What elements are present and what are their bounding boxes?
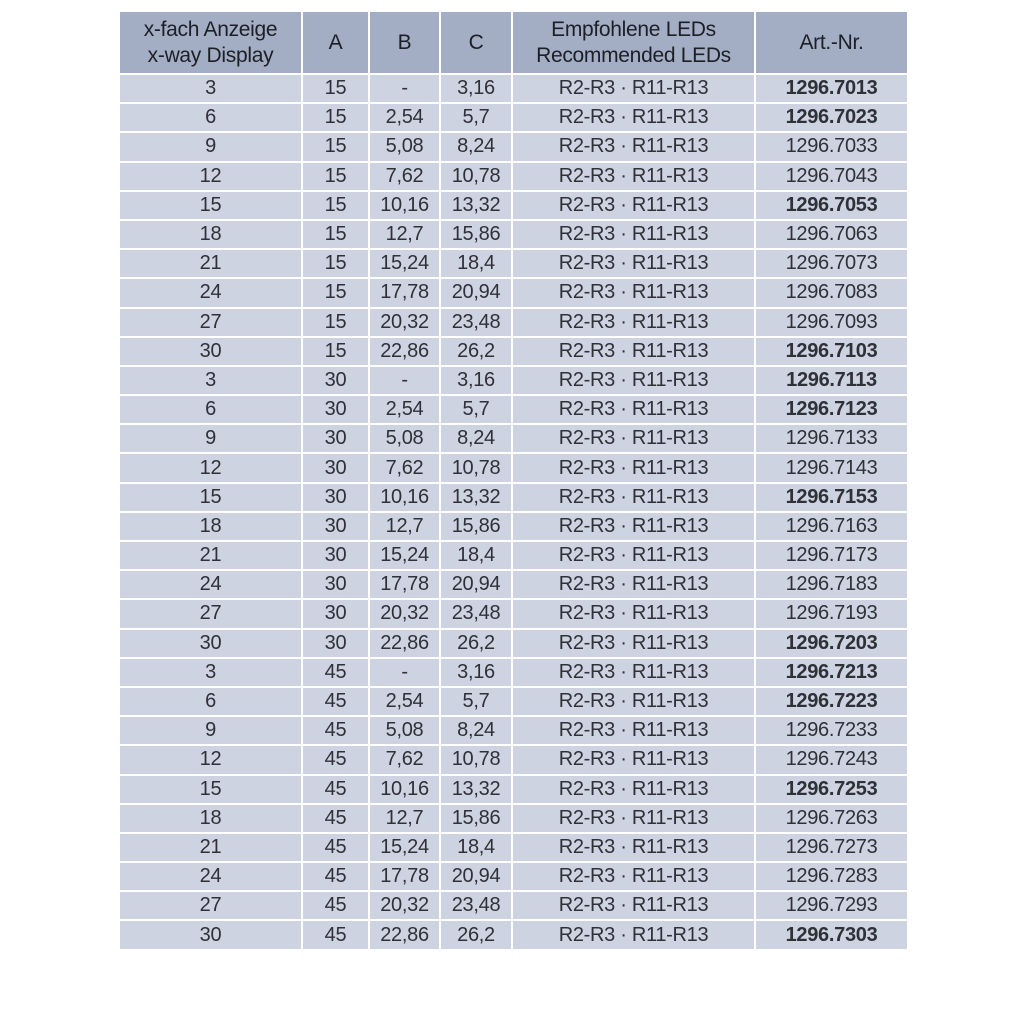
- cell-art: 1296.7273: [755, 833, 908, 862]
- cell-b: 20,32: [369, 308, 440, 337]
- cell-c: 23,48: [440, 891, 512, 920]
- cell-b: 20,32: [369, 891, 440, 920]
- cell-display: 9: [119, 716, 302, 745]
- cell-c: 13,32: [440, 191, 512, 220]
- cell-a: 15: [302, 249, 369, 278]
- cell-c: 10,78: [440, 453, 512, 482]
- table-row: [119, 599, 908, 628]
- cell-art: 1296.7183: [755, 570, 908, 599]
- cell-a: 15: [302, 220, 369, 249]
- cell-art: 1296.7023: [755, 103, 908, 132]
- cell-a: 45: [302, 687, 369, 716]
- cell-a: 45: [302, 891, 369, 920]
- cell-art: 1296.7163: [755, 512, 908, 541]
- cell-leds: R2-R3 · R11-R13: [512, 103, 755, 132]
- cell-leds: R2-R3 · R11-R13: [512, 278, 755, 307]
- table-row: [119, 804, 908, 833]
- header-art-nr: Art.-Nr.: [755, 11, 908, 74]
- cell-b: -: [369, 74, 440, 103]
- cell-a: 45: [302, 920, 369, 949]
- cell-a: 15: [302, 162, 369, 191]
- cell-leds: R2-R3 · R11-R13: [512, 745, 755, 774]
- header-leds: [512, 11, 755, 74]
- cell-leds: R2-R3 · R11-R13: [512, 833, 755, 862]
- product-spec-table-wrap: [118, 10, 907, 951]
- header-row: [119, 11, 908, 74]
- table-row: [119, 483, 908, 512]
- cell-art: 1296.7063: [755, 220, 908, 249]
- cell-display: 3: [119, 366, 302, 395]
- cell-art: 1296.7143: [755, 453, 908, 482]
- cell-b: -: [369, 658, 440, 687]
- cell-c: 13,32: [440, 775, 512, 804]
- cell-display: 24: [119, 278, 302, 307]
- cell-leds: R2-R3 · R11-R13: [512, 775, 755, 804]
- cell-leds: R2-R3 · R11-R13: [512, 599, 755, 628]
- cell-display: 18: [119, 804, 302, 833]
- cell-c: 3,16: [440, 74, 512, 103]
- table-row: [119, 424, 908, 453]
- cell-art: 1296.7283: [755, 862, 908, 891]
- cell-b: 5,08: [369, 424, 440, 453]
- cell-a: 15: [302, 191, 369, 220]
- cell-a: 30: [302, 570, 369, 599]
- cell-c: 3,16: [440, 366, 512, 395]
- cell-display: 12: [119, 453, 302, 482]
- table-row: [119, 191, 908, 220]
- cell-a: 45: [302, 716, 369, 745]
- cell-leds: R2-R3 · R11-R13: [512, 483, 755, 512]
- cell-display: 6: [119, 687, 302, 716]
- cell-b: 5,08: [369, 716, 440, 745]
- cell-b: 2,54: [369, 687, 440, 716]
- cell-b: 22,86: [369, 920, 440, 949]
- cell-art: 1296.7013: [755, 74, 908, 103]
- cell-a: 30: [302, 512, 369, 541]
- header-display-de: x-fach Anzeige: [143, 18, 278, 42]
- table-row: [119, 541, 908, 570]
- cell-a: 45: [302, 658, 369, 687]
- cell-leds: R2-R3 · R11-R13: [512, 804, 755, 833]
- cell-art: 1296.7053: [755, 191, 908, 220]
- header-display-en: x-way Display: [147, 43, 274, 67]
- table-row: [119, 775, 908, 804]
- table-row: [119, 103, 908, 132]
- cell-display: 12: [119, 745, 302, 774]
- cell-c: 26,2: [440, 337, 512, 366]
- cell-leds: R2-R3 · R11-R13: [512, 249, 755, 278]
- cell-a: 15: [302, 132, 369, 161]
- cell-b: 17,78: [369, 278, 440, 307]
- cell-c: 15,86: [440, 512, 512, 541]
- table-row: [119, 220, 908, 249]
- table-row: [119, 658, 908, 687]
- cell-leds: R2-R3 · R11-R13: [512, 629, 755, 658]
- cell-b: 5,08: [369, 132, 440, 161]
- cell-c: 8,24: [440, 716, 512, 745]
- cell-a: 45: [302, 862, 369, 891]
- cell-leds: R2-R3 · R11-R13: [512, 162, 755, 191]
- table-row: [119, 629, 908, 658]
- cell-art: 1296.7033: [755, 132, 908, 161]
- cell-art: 1296.7203: [755, 629, 908, 658]
- cell-c: 10,78: [440, 745, 512, 774]
- cell-leds: R2-R3 · R11-R13: [512, 687, 755, 716]
- table-header: [119, 11, 908, 74]
- table-row: [119, 716, 908, 745]
- cell-display: 9: [119, 424, 302, 453]
- cell-c: 3,16: [440, 658, 512, 687]
- cell-art: 1296.7263: [755, 804, 908, 833]
- cell-b: 2,54: [369, 395, 440, 424]
- cell-display: 15: [119, 483, 302, 512]
- table-row: [119, 891, 908, 920]
- cell-b: -: [369, 366, 440, 395]
- cell-a: 30: [302, 629, 369, 658]
- cell-a: 30: [302, 599, 369, 628]
- cell-display: 21: [119, 249, 302, 278]
- cell-art: 1296.7193: [755, 599, 908, 628]
- cell-b: 15,24: [369, 833, 440, 862]
- cell-display: 18: [119, 220, 302, 249]
- cell-display: 6: [119, 103, 302, 132]
- header-a: A: [302, 11, 369, 74]
- cell-leds: R2-R3 · R11-R13: [512, 74, 755, 103]
- table-body: [119, 74, 908, 950]
- table-row: [119, 249, 908, 278]
- cell-b: 15,24: [369, 541, 440, 570]
- cell-display: 30: [119, 920, 302, 949]
- cell-leds: R2-R3 · R11-R13: [512, 308, 755, 337]
- cell-a: 45: [302, 775, 369, 804]
- cell-b: 17,78: [369, 862, 440, 891]
- cell-leds: R2-R3 · R11-R13: [512, 424, 755, 453]
- cell-leds: R2-R3 · R11-R13: [512, 658, 755, 687]
- cell-a: 30: [302, 366, 369, 395]
- cell-leds: R2-R3 · R11-R13: [512, 337, 755, 366]
- cell-b: 7,62: [369, 453, 440, 482]
- cell-c: 18,4: [440, 833, 512, 862]
- cell-a: 30: [302, 395, 369, 424]
- cell-c: 8,24: [440, 132, 512, 161]
- cell-leds: R2-R3 · R11-R13: [512, 191, 755, 220]
- cell-a: 30: [302, 453, 369, 482]
- cell-art: 1296.7083: [755, 278, 908, 307]
- cell-c: 5,7: [440, 687, 512, 716]
- table-row: [119, 920, 908, 949]
- cell-art: 1296.7103: [755, 337, 908, 366]
- cell-art: 1296.7213: [755, 658, 908, 687]
- cell-display: 24: [119, 570, 302, 599]
- cell-b: 12,7: [369, 220, 440, 249]
- cell-c: 23,48: [440, 308, 512, 337]
- cell-a: 15: [302, 308, 369, 337]
- cell-b: 17,78: [369, 570, 440, 599]
- cell-leds: R2-R3 · R11-R13: [512, 541, 755, 570]
- cell-b: 15,24: [369, 249, 440, 278]
- product-spec-table: [118, 10, 909, 951]
- cell-c: 15,86: [440, 804, 512, 833]
- cell-leds: R2-R3 · R11-R13: [512, 132, 755, 161]
- cell-art: 1296.7223: [755, 687, 908, 716]
- table-row: [119, 687, 908, 716]
- cell-display: 24: [119, 862, 302, 891]
- cell-leds: R2-R3 · R11-R13: [512, 891, 755, 920]
- cell-c: 5,7: [440, 395, 512, 424]
- cell-display: 27: [119, 599, 302, 628]
- table-row: [119, 74, 908, 103]
- cell-leds: R2-R3 · R11-R13: [512, 395, 755, 424]
- cell-art: 1296.7043: [755, 162, 908, 191]
- cell-c: 15,86: [440, 220, 512, 249]
- cell-leds: R2-R3 · R11-R13: [512, 220, 755, 249]
- table-row: [119, 453, 908, 482]
- cell-a: 30: [302, 483, 369, 512]
- cell-c: 23,48: [440, 599, 512, 628]
- table-row: [119, 570, 908, 599]
- cell-art: 1296.7093: [755, 308, 908, 337]
- cell-c: 20,94: [440, 862, 512, 891]
- header-display: [119, 11, 302, 74]
- cell-b: 7,62: [369, 162, 440, 191]
- cell-leds: R2-R3 · R11-R13: [512, 862, 755, 891]
- cell-c: 18,4: [440, 541, 512, 570]
- header-b: B: [369, 11, 440, 74]
- cell-display: 15: [119, 775, 302, 804]
- cell-leds: R2-R3 · R11-R13: [512, 570, 755, 599]
- cell-art: 1296.7073: [755, 249, 908, 278]
- cell-display: 30: [119, 337, 302, 366]
- header-leds-de: Empfohlene LEDs: [551, 18, 716, 42]
- cell-a: 30: [302, 424, 369, 453]
- cell-display: 21: [119, 833, 302, 862]
- cell-art: 1296.7243: [755, 745, 908, 774]
- cell-art: 1296.7123: [755, 395, 908, 424]
- cell-a: 15: [302, 337, 369, 366]
- cell-art: 1296.7293: [755, 891, 908, 920]
- cell-display: 6: [119, 395, 302, 424]
- cell-a: 45: [302, 804, 369, 833]
- cell-b: 10,16: [369, 775, 440, 804]
- cell-art: 1296.7303: [755, 920, 908, 949]
- cell-display: 3: [119, 74, 302, 103]
- cell-c: 26,2: [440, 920, 512, 949]
- cell-art: 1296.7233: [755, 716, 908, 745]
- cell-c: 26,2: [440, 629, 512, 658]
- cell-leds: R2-R3 · R11-R13: [512, 366, 755, 395]
- cell-c: 20,94: [440, 278, 512, 307]
- cell-b: 2,54: [369, 103, 440, 132]
- cell-c: 10,78: [440, 162, 512, 191]
- table-row: [119, 833, 908, 862]
- cell-display: 18: [119, 512, 302, 541]
- header-c: C: [440, 11, 512, 74]
- cell-c: 13,32: [440, 483, 512, 512]
- cell-leds: R2-R3 · R11-R13: [512, 453, 755, 482]
- table-row: [119, 278, 908, 307]
- table-row: [119, 308, 908, 337]
- cell-b: 12,7: [369, 804, 440, 833]
- cell-leds: R2-R3 · R11-R13: [512, 920, 755, 949]
- table-row: [119, 366, 908, 395]
- cell-art: 1296.7173: [755, 541, 908, 570]
- cell-leds: R2-R3 · R11-R13: [512, 716, 755, 745]
- cell-display: 27: [119, 308, 302, 337]
- cell-c: 18,4: [440, 249, 512, 278]
- cell-display: 27: [119, 891, 302, 920]
- table-row: [119, 512, 908, 541]
- cell-c: 8,24: [440, 424, 512, 453]
- cell-c: 20,94: [440, 570, 512, 599]
- cell-display: 3: [119, 658, 302, 687]
- cell-a: 30: [302, 541, 369, 570]
- cell-art: 1296.7113: [755, 366, 908, 395]
- cell-a: 15: [302, 74, 369, 103]
- cell-b: 10,16: [369, 483, 440, 512]
- cell-display: 21: [119, 541, 302, 570]
- cell-b: 12,7: [369, 512, 440, 541]
- cell-a: 45: [302, 833, 369, 862]
- cell-leds: R2-R3 · R11-R13: [512, 512, 755, 541]
- table-row: [119, 395, 908, 424]
- cell-art: 1296.7253: [755, 775, 908, 804]
- cell-c: 5,7: [440, 103, 512, 132]
- cell-display: 9: [119, 132, 302, 161]
- cell-b: 7,62: [369, 745, 440, 774]
- cell-art: 1296.7153: [755, 483, 908, 512]
- cell-b: 22,86: [369, 629, 440, 658]
- table-row: [119, 132, 908, 161]
- table-row: [119, 862, 908, 891]
- cell-a: 45: [302, 745, 369, 774]
- cell-b: 10,16: [369, 191, 440, 220]
- cell-display: 30: [119, 629, 302, 658]
- cell-a: 15: [302, 103, 369, 132]
- table-row: [119, 162, 908, 191]
- cell-b: 20,32: [369, 599, 440, 628]
- cell-display: 15: [119, 191, 302, 220]
- cell-a: 15: [302, 278, 369, 307]
- table-row: [119, 337, 908, 366]
- cell-art: 1296.7133: [755, 424, 908, 453]
- cell-b: 22,86: [369, 337, 440, 366]
- header-leds-en: Recommended LEDs: [536, 43, 731, 67]
- table-row: [119, 745, 908, 774]
- cell-display: 12: [119, 162, 302, 191]
